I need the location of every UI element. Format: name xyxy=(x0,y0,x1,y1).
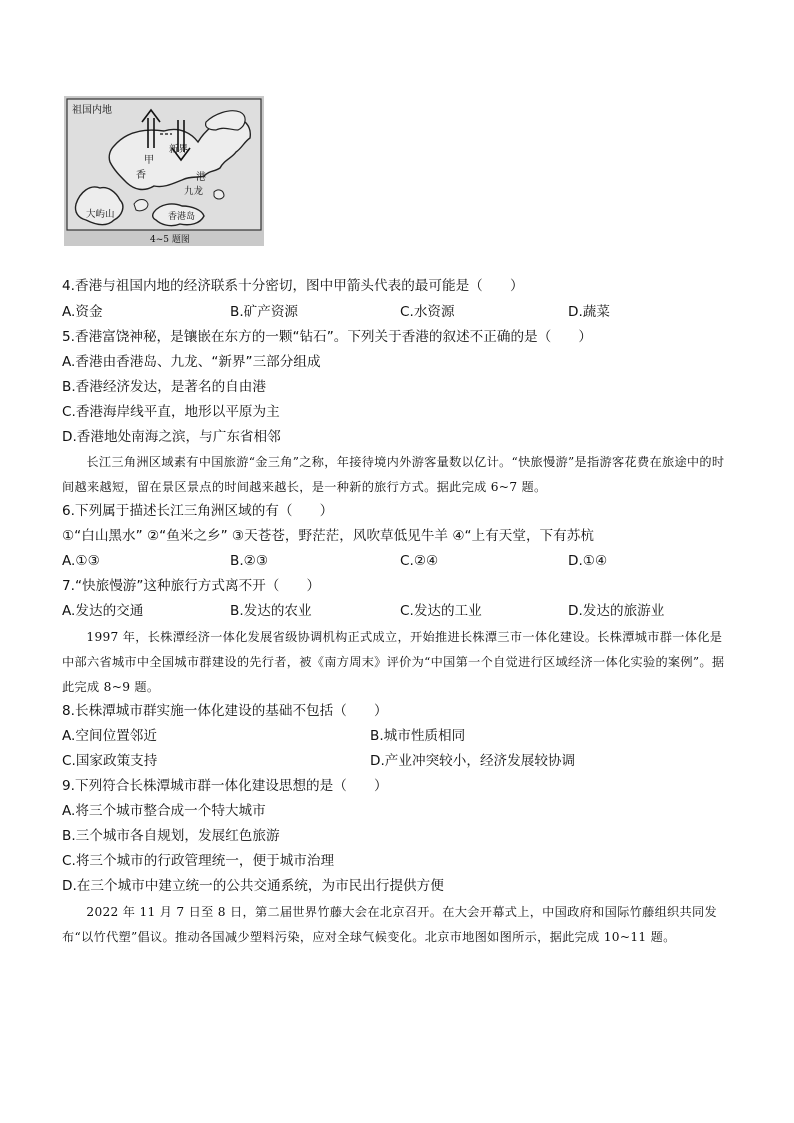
map-label-mainland: 祖国内地 xyxy=(72,105,112,116)
q9-option-d[interactable]: D.在三个城市中建立统一的公共交通系统，为市民出行提供方便 xyxy=(62,878,444,894)
q7-option-c[interactable]: C.发达的工业 xyxy=(400,603,482,619)
q9-stem: 9.下列符合长株潭城市群一体化建设思想的是（ ） xyxy=(62,778,388,794)
q5-option-a[interactable]: A.香港由香港岛、九龙、“新界”三部分组成 xyxy=(62,354,321,370)
q6-option-b[interactable]: B.②③ xyxy=(230,553,269,569)
q9-option-c[interactable]: C.将三个城市的行政管理统一，便于城市治理 xyxy=(62,853,335,869)
q7-option-b[interactable]: B.发达的农业 xyxy=(230,603,312,619)
map-label-hk-island: 香港岛 xyxy=(168,212,196,222)
small-islet xyxy=(214,190,224,199)
q8-option-a[interactable]: A.空间位置邻近 xyxy=(62,728,157,744)
q6-choices: ①“白山黑水” ②“鱼米之乡” ③天苍苍，野茫茫，风吹草低见牛羊 ④“上有天堂，下有苏杭 xyxy=(62,528,594,544)
q8-option-d[interactable]: D.产业冲突较小，经济发展较协调 xyxy=(370,753,576,769)
map-label-xiang: 香 xyxy=(136,170,146,181)
map-label-jia: 甲 xyxy=(144,155,154,166)
q5-stem: 5.香港富饶神秘，是镶嵌在东方的一颗“钻石”。下列关于香港的叙述不正确的是（ ） xyxy=(62,329,593,345)
q7-stem: 7.“快旅慢游”这种旅行方式离不开（ ） xyxy=(62,578,321,594)
q4-option-b[interactable]: B.矿产资源 xyxy=(230,304,299,320)
q9-option-a[interactable]: A.将三个城市整合成一个特大城市 xyxy=(62,803,266,819)
hong-kong-map xyxy=(64,96,264,246)
q4-option-a[interactable]: A.资金 xyxy=(62,304,103,320)
map-caption: 4~5 题图 xyxy=(150,235,190,245)
q8-option-b[interactable]: B.城市性质相同 xyxy=(370,728,466,744)
q6-option-d[interactable]: D.①④ xyxy=(568,553,608,569)
q5-option-c[interactable]: C.香港海岸线平直，地形以平原为主 xyxy=(62,404,280,420)
q7-option-d[interactable]: D.发达的旅游业 xyxy=(568,603,665,619)
map-label-kowloon: 九龙 xyxy=(184,186,204,197)
small-islet xyxy=(134,200,148,211)
q6-stem: 6.下列属于描述长江三角洲区域的有（ ） xyxy=(62,503,334,519)
map-label-gang: 港 xyxy=(196,172,206,183)
passage-changzhutan: 1997 年，长株潭经济一体化发展省级协调机构正式成立，开始推进长株潭三市一体化建设。长株潭城市群一体化是中部六省城市中全国城市群建设的先行者，被《南方周末》评价为“中国第一个自觉进行区域经济一体化实验的案例”。据此完成 8~9 题。 xyxy=(62,630,725,694)
q7-option-a[interactable]: A.发达的交通 xyxy=(62,603,144,619)
q9-option-b[interactable]: B.三个城市各自规划，发展红色旅游 xyxy=(62,828,280,844)
q4-stem: 4.香港与祖国内地的经济联系十分密切，图中甲箭头代表的最可能是（ ） xyxy=(62,278,524,294)
passage-bamboo-congress: 2022 年 11 月 7 日至 8 日，第二届世界竹藤大会在北京召开。在大会开幕式上，中国政府和国际竹藤组织共同发布“以竹代塑”倡议。推动各国减少塑料污染，应对全球气候变化。北京市地图如图所示，据此完成 10~11 题。 xyxy=(62,905,718,944)
q5-option-b[interactable]: B.香港经济发达，是著名的自由港 xyxy=(62,379,266,395)
map-label-new-territories: 新界 xyxy=(169,144,189,155)
q8-stem: 8.长株潭城市群实施一体化建设的基础不包括（ ） xyxy=(62,703,388,719)
q4-option-c[interactable]: C.水资源 xyxy=(400,304,455,320)
q6-option-c[interactable]: C.②④ xyxy=(400,553,439,569)
q8-option-c[interactable]: C.国家政策支持 xyxy=(62,753,158,769)
passage-yangtze-delta: 长江三角洲区域素有中国旅游“金三角”之称，年接待境内外游客量数以亿计。“快旅慢游”是指游客花费在旅途中的时间越来越短，留在景区景点的时间越来越长，是一种新的旅行方式。据此完成 6~7 题。 xyxy=(62,455,725,494)
q6-option-a[interactable]: A.①③ xyxy=(62,553,100,569)
q5-option-d[interactable]: D.香港地处南海之滨，与广东省相邻 xyxy=(62,429,281,445)
map-label-lantau: 大屿山 xyxy=(86,209,115,220)
q4-option-d[interactable]: D.蔬菜 xyxy=(568,304,610,320)
